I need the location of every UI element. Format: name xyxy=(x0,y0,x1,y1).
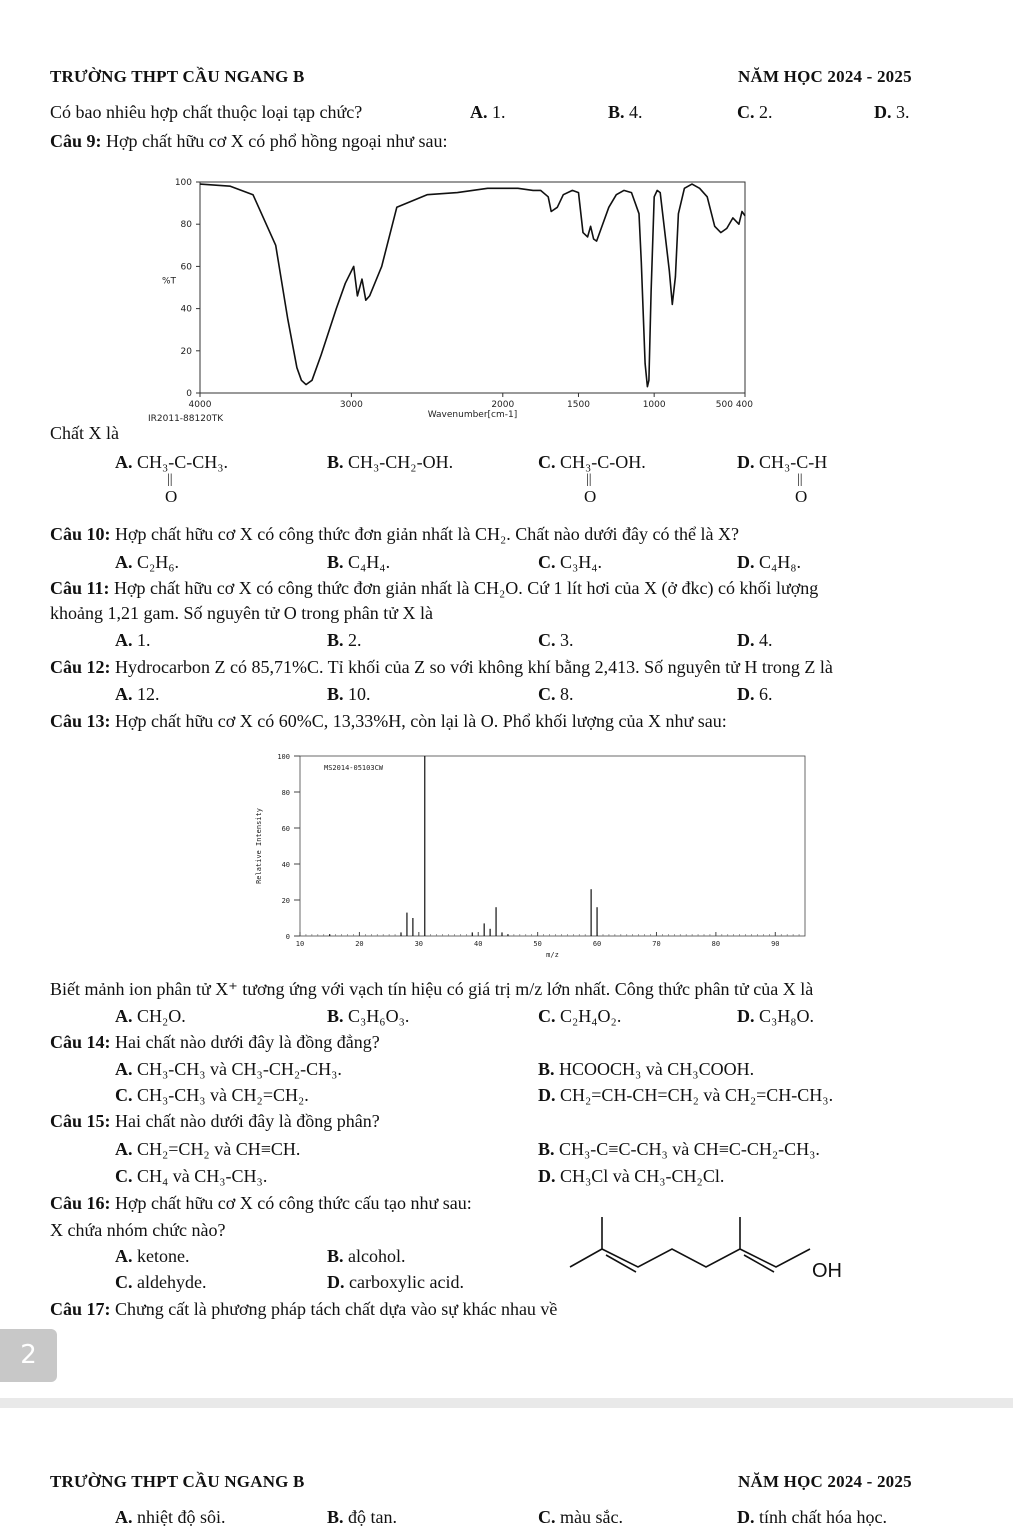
hydroxyl-label: OH xyxy=(812,1260,842,1282)
q8-option-d: D. 3. xyxy=(874,102,910,122)
ir-y-tick-label: 0 xyxy=(186,389,192,399)
q9-question: Câu 9: Hợp chất hữu cơ X có phổ hồng ngoại như sau: xyxy=(50,131,448,151)
q16-option-b: B. alcohol. xyxy=(327,1246,406,1266)
ir-x-tick-label: 1000 xyxy=(642,400,666,410)
q9-option-c-formula: CH₃-C-OH. xyxy=(560,452,646,472)
q16-option-c: C. aldehyde. xyxy=(115,1272,207,1292)
ms-x-tick-label: 40 xyxy=(474,940,483,948)
ir-y-axis-label: %T xyxy=(162,276,177,287)
q16-option-a: A. ketone. xyxy=(115,1246,190,1266)
q14-option-a: A. CH₃-CH₃ và CH₃-CH₂-CH₃. xyxy=(115,1059,342,1079)
geraniol-skeletal-structure xyxy=(560,1205,850,1295)
school-year-2: NĂM HỌC 2024 - 2025 xyxy=(738,1472,912,1491)
q13-note: Biết mảnh ion phân tử X⁺ tương ứng với vạch tín hiệu có giá trị m/z lớn nhất. Công thức phân tử của X là xyxy=(50,979,814,999)
q12-option-b: B. 10. xyxy=(327,684,371,704)
school-year: NĂM HỌC 2024 - 2025 xyxy=(738,67,912,86)
page-divider xyxy=(0,1398,1013,1408)
ms-x-tick-label: 70 xyxy=(652,940,661,948)
ms-x-tick-label: 80 xyxy=(711,940,721,948)
q8-option-b: B. 4. xyxy=(608,102,643,122)
q17-option-d: D. tính chất hóa học. xyxy=(737,1507,887,1527)
page-number: 2 xyxy=(0,1329,57,1382)
ms-y-axis-label: Relative Intensity xyxy=(255,808,263,884)
q10-option-a: A. C₂H₆. xyxy=(115,552,180,572)
ir-y-tick-label: 100 xyxy=(174,178,192,188)
ms-x-tick-label: 50 xyxy=(533,940,542,948)
q11-option-c: C. 3. xyxy=(538,630,574,650)
q14-question: Câu 14: Hai chất nào dưới đây là đồng đẳng? xyxy=(50,1032,380,1052)
q9-answer-stem: Chất X là xyxy=(50,423,119,443)
q13-question: Câu 13: Hợp chất hữu cơ X có 60%C, 13,33%H, còn lại là O. Phổ khối lượng của X như sau: xyxy=(50,711,727,731)
q8-text: Có bao nhiêu hợp chất thuộc loại tạp chức? xyxy=(50,102,363,122)
q11-option-d: D. 4. xyxy=(737,630,773,650)
ir-y-tick-label: 60 xyxy=(180,262,192,273)
school-name-2: TRƯỜNG THPT CẦU NGANG B xyxy=(50,1472,305,1491)
ir-x-axis-label: Wavenumber[cm-1] xyxy=(427,410,518,420)
ms-plot-frame xyxy=(300,756,805,936)
ms-x-tick-label: 60 xyxy=(592,940,602,948)
q10-question: Câu 10: Hợp chất hữu cơ X có công thức đơn giản nhất là CH₂. Chất nào dưới đây có thể là X? xyxy=(50,524,739,544)
q11-question-line2: khoảng 1,21 gam. Số nguyên tử O trong phân tử X là xyxy=(50,603,433,623)
q9-option-d: D. CH₃-C-H || O xyxy=(737,452,828,506)
q14-option-b: B. HCOOCH₃ và CH₃COOH. xyxy=(538,1059,755,1079)
ir-x-tick-label: 1500 xyxy=(567,400,590,410)
ms-y-tick-label: 60 xyxy=(281,825,290,833)
q11-question: Câu 11: Hợp chất hữu cơ X có công thức đơn giản nhất là CH₂O. Cứ 1 lít hơi của X (ở đkc) có khối lượng xyxy=(50,578,819,598)
mass-spectrum-chart xyxy=(245,750,815,970)
ir-x-tick-label: 2000 xyxy=(491,400,515,410)
q13-option-c: C. C₂H₄O₂. xyxy=(538,1006,622,1026)
ms-y-tick-label: 20 xyxy=(281,897,290,905)
q14-option-d: D. CH₂=CH-CH=CH₂ và CH₂=CH-CH₃. xyxy=(538,1085,834,1105)
ms-y-tick-label: 100 xyxy=(277,753,290,761)
q13-option-b: B. C₃H₆O₃. xyxy=(327,1006,410,1026)
ms-y-tick-label: 40 xyxy=(281,861,290,869)
ms-x-tick-label: 10 xyxy=(295,940,305,948)
school-name: TRƯỜNG THPT CẦU NGANG B xyxy=(50,67,305,86)
q9-option-b: B. CH₃-CH₂-OH. xyxy=(327,452,454,472)
ms-spectrum-code: MS2014-05103CW xyxy=(324,764,384,772)
q9-option-a: A. CH₃-C-CH₃. || O xyxy=(115,452,229,506)
ir-y-tick-label: 20 xyxy=(180,346,192,357)
q12-option-a: A. 12. xyxy=(115,684,160,704)
q13-option-a: A. CH₂O. xyxy=(115,1006,186,1026)
q11-option-a: A. 1. xyxy=(115,630,151,650)
ms-y-tick-label: 0 xyxy=(285,933,290,941)
ir-x-tick-label: 3000 xyxy=(339,400,363,410)
q15-option-a: A. CH₂=CH₂ và CH≡CH. xyxy=(115,1139,301,1159)
structure-bonds xyxy=(570,1217,810,1267)
q9-option-c: C. CH₃-C-OH. || O xyxy=(538,452,646,506)
q10-option-c: C. C₃H₄. xyxy=(538,552,603,572)
q8-option-c: C. 2. xyxy=(737,102,773,122)
ms-y-tick-label: 80 xyxy=(281,789,290,797)
q15-option-d: D. CH₃Cl và CH₃-CH₂Cl. xyxy=(538,1166,725,1186)
q10-option-d: D. C₄H₈. xyxy=(737,552,802,572)
q16-option-d: D. carboxylic acid. xyxy=(327,1272,464,1292)
q16-question: Câu 16: Hợp chất hữu cơ X có công thức cấu tạo như sau: xyxy=(50,1193,472,1213)
q15-question: Câu 15: Hai chất nào dưới đây là đồng phân? xyxy=(50,1111,380,1131)
q8-option-a: A. 1. xyxy=(470,102,506,122)
ir-y-tick-label: 40 xyxy=(180,304,192,315)
q13-option-d: D. C₃H₈O. xyxy=(737,1006,815,1026)
ir-x-tick-label: 4000 xyxy=(188,400,212,410)
q12-question: Câu 12: Hydrocarbon Z có 85,71%C. Tỉ khối của Z so với không khí bằng 2,413. Số nguyên tử H trong Z là xyxy=(50,657,833,677)
q17-option-a: A. nhiệt độ sôi. xyxy=(115,1507,226,1527)
q16-question-line2: X chứa nhóm chức nào? xyxy=(50,1220,226,1240)
q12-option-d: D. 6. xyxy=(737,684,773,704)
ir-y-tick-label: 80 xyxy=(180,220,192,231)
q15-option-b: B. CH₃-C≡C-CH₃ và CH≡C-CH₂-CH₃. xyxy=(538,1139,820,1159)
q17-option-c: C. màu sắc. xyxy=(538,1507,623,1527)
q12-option-c: C. 8. xyxy=(538,684,574,704)
q10-option-b: B. C₄H₄. xyxy=(327,552,391,572)
ms-x-tick-label: 20 xyxy=(355,940,364,948)
ms-x-axis-label: m/z xyxy=(546,951,559,959)
ir-spectrum-chart xyxy=(140,170,770,425)
ms-x-tick-label: 90 xyxy=(771,940,780,948)
ir-transmittance-line xyxy=(200,184,745,387)
q14-option-c: C. CH₃-CH₃ và CH₂=CH₂. xyxy=(115,1085,309,1105)
q11-option-b: B. 2. xyxy=(327,630,362,650)
ir-spectrum-code: IR2011-88120TK xyxy=(148,414,224,424)
q9-option-d-formula: CH₃-C-H xyxy=(759,452,828,472)
q17-option-b: B. độ tan. xyxy=(327,1507,398,1527)
q17-question: Câu 17: Chưng cất là phương pháp tách chất dựa vào sự khác nhau về xyxy=(50,1299,558,1319)
ir-x-tick-label: 500 400 xyxy=(715,400,753,410)
q15-option-c: C. CH₄ và CH₃-CH₃. xyxy=(115,1166,268,1186)
q9-option-a-formula: CH₃-C-CH₃. xyxy=(137,452,229,472)
ms-x-tick-label: 30 xyxy=(414,940,424,948)
